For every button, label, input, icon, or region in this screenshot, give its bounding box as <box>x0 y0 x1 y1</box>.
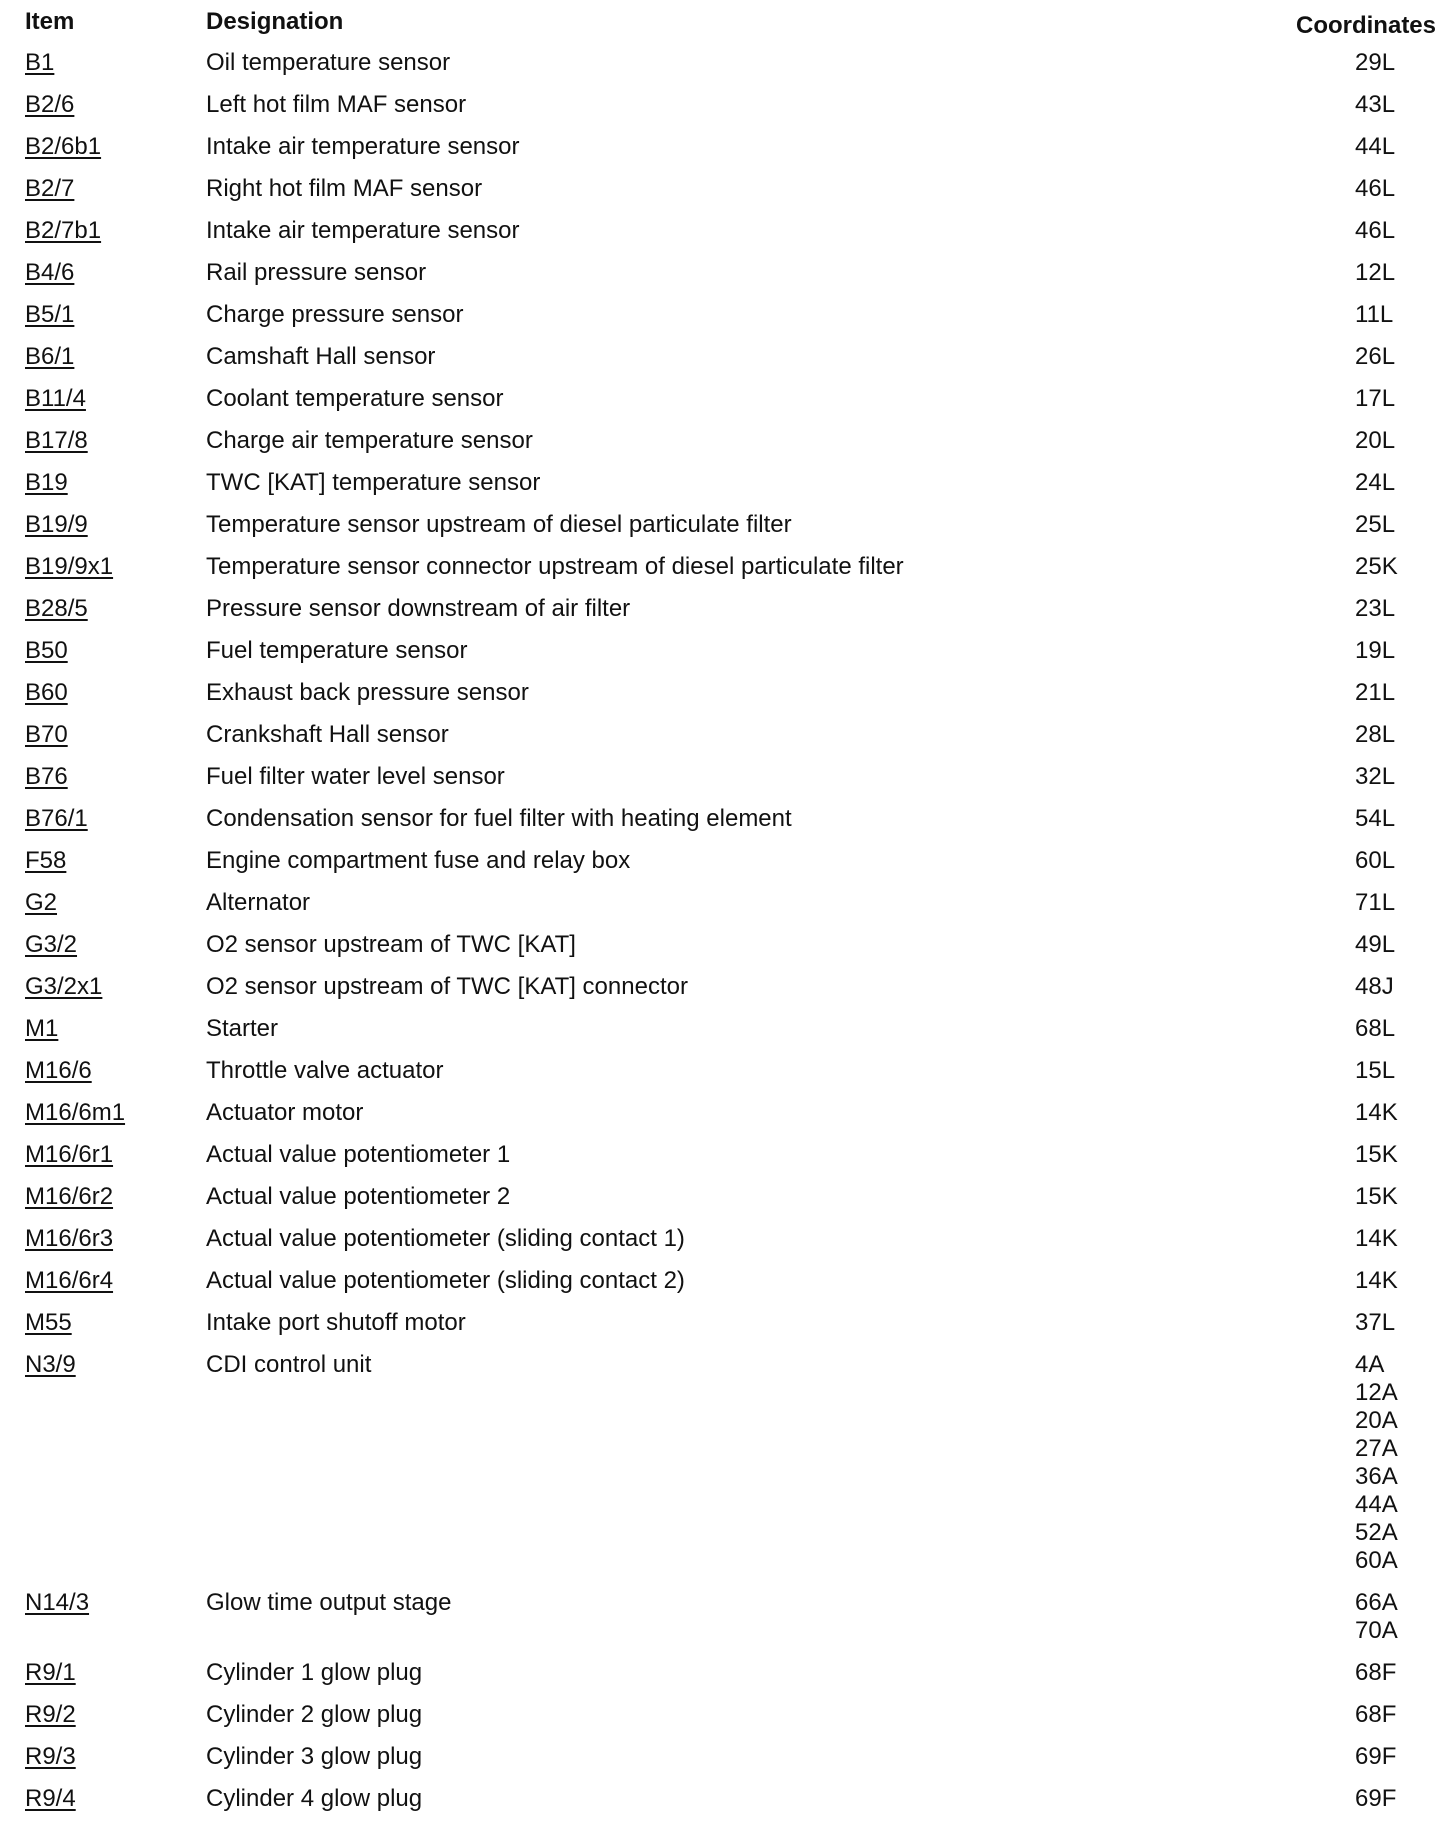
table-row <box>0 1655 1456 1697</box>
coordinate-value: 70A <box>1355 1617 1398 1644</box>
designation-text: TWC [KAT] temperature sensor <box>206 469 541 496</box>
coordinate-value: 52A <box>1355 1519 1398 1546</box>
item-link[interactable]: N14/3 <box>25 1589 90 1616</box>
coordinates-cell <box>1355 91 1395 119</box>
table-row <box>0 339 1456 381</box>
table-row <box>0 843 1456 885</box>
item-link[interactable]: B76 <box>25 763 68 790</box>
item-link[interactable]: B5/1 <box>25 301 75 328</box>
coordinates-cell <box>1355 427 1395 455</box>
coordinates-cell <box>1355 763 1395 791</box>
table-row <box>0 465 1456 507</box>
coordinates-cell <box>1355 1743 1396 1771</box>
designation-text: Charge air temperature sensor <box>206 427 533 454</box>
designation-text: Engine compartment fuse and relay box <box>206 847 631 874</box>
coordinate-value: 49L <box>1355 931 1396 958</box>
designation-text: Pressure sensor downstream of air filter <box>206 595 631 622</box>
designation-text: Rail pressure sensor <box>206 259 427 286</box>
coordinate-value: 19L <box>1355 637 1396 664</box>
coordinates-cell <box>1355 847 1395 875</box>
item-link[interactable]: G2 <box>25 889 58 916</box>
coordinates-cell <box>1355 1659 1396 1687</box>
coordinates-cell <box>1355 1057 1395 1085</box>
coordinate-value: 12A <box>1355 1379 1398 1406</box>
designation-text: Actual value potentiometer (sliding contact 2) <box>206 1267 685 1294</box>
item-link[interactable]: B50 <box>25 637 68 664</box>
table-row <box>0 675 1456 717</box>
table-row <box>0 129 1456 171</box>
designation-text: Actual value potentiometer (sliding contact 1) <box>206 1225 685 1252</box>
designation-text: Oil temperature sensor <box>206 49 451 76</box>
designation-text: Intake air temperature sensor <box>206 217 520 244</box>
item-link[interactable]: M55 <box>25 1309 72 1336</box>
designation-text: Throttle valve actuator <box>206 1057 444 1084</box>
coordinate-value: 68F <box>1355 1659 1397 1686</box>
coordinate-value: 15K <box>1355 1183 1398 1210</box>
item-link[interactable]: R9/4 <box>25 1785 76 1812</box>
item-link[interactable]: M16/6r1 <box>25 1141 114 1168</box>
coordinate-value: 44A <box>1355 1491 1398 1518</box>
table-row <box>0 1739 1456 1781</box>
table-row <box>0 633 1456 675</box>
coordinate-value: 32L <box>1355 763 1396 790</box>
coordinate-value: 15L <box>1355 1057 1396 1084</box>
item-link[interactable]: M16/6m1 <box>25 1099 126 1126</box>
coordinate-value: 23L <box>1355 595 1396 622</box>
coordinates-cell <box>1355 1141 1398 1169</box>
table-row <box>0 507 1456 549</box>
coordinate-value: 66A <box>1355 1589 1398 1616</box>
item-link[interactable]: B19 <box>25 469 68 496</box>
designation-text: Camshaft Hall sensor <box>206 343 436 370</box>
item-link[interactable]: M16/6 <box>25 1057 92 1084</box>
table-row <box>0 1781 1456 1823</box>
coordinates-cell <box>1355 889 1395 917</box>
item-link[interactable]: R9/3 <box>25 1743 76 1770</box>
table-row <box>0 591 1456 633</box>
coordinate-value: 26L <box>1355 343 1396 370</box>
table-row <box>0 423 1456 465</box>
coordinate-value: 21L <box>1355 679 1396 706</box>
designation-text: O2 sensor upstream of TWC [KAT] connector <box>206 973 688 1000</box>
coordinates-cell <box>1355 553 1398 581</box>
coordinate-value: 69F <box>1355 1743 1397 1770</box>
designation-text: Cylinder 2 glow plug <box>206 1701 423 1728</box>
table-row <box>0 1263 1456 1305</box>
coordinates-cell <box>1355 1225 1398 1253</box>
coordinate-value: 46L <box>1355 217 1396 244</box>
coordinate-value: 69F <box>1355 1785 1397 1812</box>
coordinate-value: 71L <box>1355 889 1396 916</box>
table-row <box>0 927 1456 969</box>
coordinates-cell <box>1355 49 1395 77</box>
item-link[interactable]: B76/1 <box>25 805 88 832</box>
table-row <box>0 1095 1456 1137</box>
item-link[interactable]: G3/2x1 <box>25 973 103 1000</box>
designation-text: Fuel temperature sensor <box>206 637 468 664</box>
table-row <box>0 1053 1456 1095</box>
header-designation: Designation <box>206 8 344 35</box>
coordinates-cell <box>1355 385 1395 413</box>
coordinate-value: 25L <box>1355 511 1396 538</box>
coordinates-cell <box>1355 259 1395 287</box>
table-row <box>0 969 1456 1011</box>
table-row <box>0 1011 1456 1053</box>
coordinates-cell <box>1355 1309 1395 1337</box>
item-link[interactable]: B2/7b1 <box>25 217 102 244</box>
coordinate-value: 15K <box>1355 1141 1398 1168</box>
coordinates-cell <box>1355 931 1395 959</box>
coordinates-cell <box>1355 469 1395 497</box>
designation-text: Cylinder 4 glow plug <box>206 1785 423 1812</box>
coordinates-cell <box>1355 973 1394 1001</box>
coordinate-value: 36A <box>1355 1463 1398 1490</box>
table-row <box>0 45 1456 87</box>
coordinate-value: 17L <box>1355 385 1396 412</box>
coordinate-value: 28L <box>1355 721 1396 748</box>
designation-text: Coolant temperature sensor <box>206 385 504 412</box>
coordinate-value: 48J <box>1355 973 1394 1000</box>
item-link[interactable]: B60 <box>25 679 68 706</box>
item-link[interactable]: R9/2 <box>25 1701 76 1728</box>
designation-text: Condensation sensor for fuel filter with heating element <box>206 805 792 832</box>
designation-text: Temperature sensor connector upstream of diesel particulate filter <box>206 553 904 580</box>
item-link[interactable]: G3/2 <box>25 931 78 958</box>
table-row <box>0 801 1456 843</box>
coordinate-value: 46L <box>1355 175 1396 202</box>
table-row <box>0 1137 1456 1179</box>
designation-text: Temperature sensor upstream of diesel particulate filter <box>206 511 792 538</box>
coordinate-value: 60L <box>1355 847 1396 874</box>
designation-text: Cylinder 1 glow plug <box>206 1659 423 1686</box>
designation-text: Exhaust back pressure sensor <box>206 679 529 706</box>
table-row <box>0 1585 1456 1655</box>
item-link[interactable]: B19/9 <box>25 511 88 538</box>
table-body <box>0 45 1456 1823</box>
table-row <box>0 1179 1456 1221</box>
item-link[interactable]: B1 <box>25 49 55 76</box>
coordinates-cell <box>1355 1183 1398 1211</box>
item-link[interactable]: M1 <box>25 1015 59 1042</box>
coordinate-value: 25K <box>1355 553 1398 580</box>
coordinate-value: 44L <box>1355 133 1396 160</box>
designation-text: Actuator motor <box>206 1099 364 1126</box>
coordinates-cell <box>1355 217 1395 245</box>
coordinates-cell <box>1355 805 1395 833</box>
item-link[interactable]: B2/6 <box>25 91 75 118</box>
coordinate-value: 20L <box>1355 427 1396 454</box>
table-row <box>0 171 1456 213</box>
header-coordinates: Coordinates <box>1295 12 1436 39</box>
coordinates-cell <box>1355 133 1395 161</box>
table-row <box>0 759 1456 801</box>
designation-text: Glow time output stage <box>206 1589 452 1616</box>
table-row <box>0 549 1456 591</box>
item-link[interactable]: B6/1 <box>25 343 75 370</box>
designation-text: Intake port shutoff motor <box>206 1309 466 1336</box>
coordinate-value: 11L <box>1355 301 1394 328</box>
coordinates-cell <box>1355 721 1395 749</box>
item-link[interactable]: B2/6b1 <box>25 133 102 160</box>
table-row <box>0 213 1456 255</box>
table-row <box>0 1697 1456 1739</box>
item-link[interactable]: B28/5 <box>25 595 88 622</box>
coordinates-cell <box>1355 1701 1396 1729</box>
designation-text: Actual value potentiometer 1 <box>206 1141 511 1168</box>
coordinate-value: 24L <box>1355 469 1396 496</box>
coordinates-cell <box>1355 1589 1398 1645</box>
coordinates-cell <box>1355 175 1395 203</box>
coordinate-value: 60A <box>1355 1547 1398 1574</box>
coordinates-cell <box>1355 1015 1395 1043</box>
coordinates-cell <box>1355 637 1395 665</box>
item-link[interactable]: B19/9x1 <box>25 553 114 580</box>
coordinate-value: 14K <box>1355 1225 1398 1252</box>
designation-text: Left hot film MAF sensor <box>206 91 467 118</box>
item-link[interactable]: N3/9 <box>25 1351 76 1378</box>
coordinates-cell <box>1355 1785 1396 1813</box>
coordinates-cell <box>1355 301 1393 329</box>
coordinates-cell <box>1355 1099 1398 1127</box>
designation-text: CDI control unit <box>206 1351 372 1378</box>
item-link[interactable]: R9/1 <box>25 1659 76 1686</box>
designation-text: Alternator <box>206 889 311 916</box>
table-row <box>0 717 1456 759</box>
table-row <box>0 255 1456 297</box>
item-link[interactable]: B4/6 <box>25 259 75 286</box>
coordinate-value: 14K <box>1355 1099 1398 1126</box>
coordinate-value: 20A <box>1355 1407 1398 1434</box>
designation-text: Starter <box>206 1015 279 1042</box>
table-row <box>0 1221 1456 1263</box>
table-row <box>0 1305 1456 1347</box>
designation-text: O2 sensor upstream of TWC [KAT] <box>206 931 576 958</box>
table-row <box>0 1347 1456 1585</box>
item-link[interactable]: M16/6r4 <box>25 1267 114 1294</box>
coordinate-value: 27A <box>1355 1435 1398 1462</box>
coordinate-value: 12L <box>1355 259 1396 286</box>
item-link[interactable]: B11/4 <box>25 385 86 412</box>
item-link[interactable]: F58 <box>25 847 67 874</box>
designation-text: Cylinder 3 glow plug <box>206 1743 423 1770</box>
coordinate-value: 4A <box>1355 1351 1385 1378</box>
coordinates-cell <box>1355 343 1395 371</box>
coordinates-cell <box>1355 1351 1398 1575</box>
designation-text: Fuel filter water level sensor <box>206 763 505 790</box>
item-link[interactable]: M16/6r3 <box>25 1225 114 1252</box>
coordinate-value: 14K <box>1355 1267 1398 1294</box>
coordinate-value: 54L <box>1355 805 1396 832</box>
coordinate-value: 68L <box>1355 1015 1396 1042</box>
designation-text: Intake air temperature sensor <box>206 133 520 160</box>
coordinates-cell <box>1355 595 1395 623</box>
designation-text: Crankshaft Hall sensor <box>206 721 449 748</box>
table-row <box>0 381 1456 423</box>
header-item: Item <box>25 8 75 35</box>
coordinate-value: 37L <box>1355 1309 1396 1336</box>
designation-text: Right hot film MAF sensor <box>206 175 483 202</box>
table-row <box>0 297 1456 339</box>
coordinates-cell <box>1355 511 1395 539</box>
item-link[interactable]: B70 <box>25 721 68 748</box>
item-link[interactable]: M16/6r2 <box>25 1183 114 1210</box>
coordinates-cell <box>1355 1267 1398 1295</box>
coordinate-value: 43L <box>1355 91 1396 118</box>
designation-text: Actual value potentiometer 2 <box>206 1183 511 1210</box>
coordinates-cell <box>1355 679 1395 707</box>
item-link[interactable]: B17/8 <box>25 427 88 454</box>
table-row <box>0 87 1456 129</box>
table-row <box>0 885 1456 927</box>
designation-text: Charge pressure sensor <box>206 301 464 328</box>
coordinate-value: 29L <box>1355 49 1396 76</box>
item-link[interactable]: B2/7 <box>25 175 75 202</box>
coordinate-value: 68F <box>1355 1701 1397 1728</box>
